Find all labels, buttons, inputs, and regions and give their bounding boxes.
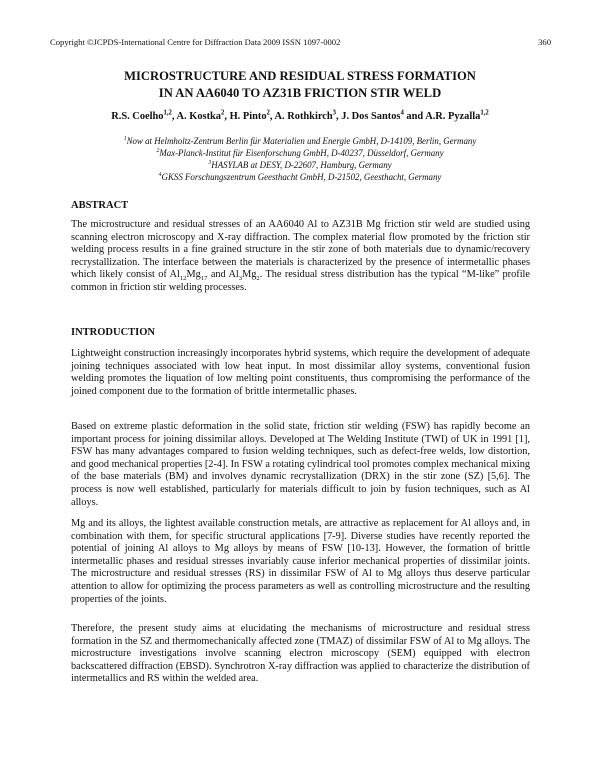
- affiliation: $^1$Now at Helmholtz-Zentrum Berlin für Materialien und Energie GmbH, D-14109, Berlin, Germany: [123, 136, 477, 146]
- author: A. Kostka$^2$,: [176, 109, 230, 122]
- author: A.R. Pyzalla$^{1,2}$: [425, 109, 489, 122]
- paper-title: [40, 68, 560, 102]
- title-line-2: IN AN AA6040 TO AZ31B FRICTION STIR WELD: [158, 86, 442, 100]
- abstract-heading: ABSTRACT: [71, 200, 129, 211]
- copyright-line: Copyright ©JCPDS-International Centre for Diffraction Data 2009 ISSN 1097-0002: [50, 37, 341, 47]
- title-line-1: MICROSTRUCTURE AND RESIDUAL STRESS FORMATION: [124, 69, 476, 83]
- affiliation: $^2$Max-Planck-Institut für Eisenforschung GmbH, D-40237, Düsseldorf, Germany: [156, 148, 444, 158]
- intro-paragraph-4: Therefore, the present study aims at elucidating the mechanisms of microstructure and residual stress formation in the SZ and thermomechanically affected zone (TMAZ) of dissimilar FSW of Al to Mg alloys. The microstructure investigations involve scanning electron microscopy (SEM) equipped with electron backscattered diffraction (EBSD). Synchrotron X-ray diffraction was applied to characterize the distribution of intermetallics and RS within the welded area.: [71, 623, 530, 685]
- abstract-paragraph: The microstructure and residual stresses of an AA6040 Al to AZ31B Mg friction stir weld are studied using scanning electron microscopy and X-ray diffraction. The complex material flow promoted by the friction stir welding process results in a fine grained structure in the stir zone of both materials due to dynamic/recovery recrystallization. The interface between the materials is characterized by the presence of intermetallic phases which likely consist of $Al_{12}Mg_{17}$ and $Al_3Mg_2$. The residual stress distribution has the typical “M-like” profile common in friction stir welding processes.: [71, 219, 530, 293]
- author: J. Dos Santos$^4$ and: [341, 109, 426, 122]
- author: R.S. Coelho$^{1,2}$,: [111, 109, 177, 122]
- author-list: [40, 111, 560, 122]
- affiliation: $^3$HASYLAB at DESY, D-22607, Hamburg, Germany: [208, 160, 392, 170]
- page-number: 360: [538, 37, 551, 47]
- introduction-heading: INTRODUCTION: [71, 327, 156, 338]
- intro-paragraph-2: Based on extreme plastic deformation in the solid state, friction stir welding (FSW) has rapidly become an important process for joining dissimilar alloys. Developed at The Welding Institute (TWI) of UK in 1991 [1], FSW has many advantages compared to fusion welding techniques, such as defect-free welds, low distortion, and good mechanical properties [2-4]. In FSW a rotating cylindrical tool promotes complex mechanical mixing of the base materials (BM) and involves dynamic recrystallization (DRX) in the stir zone (SZ) [5,6]. The process is now well established, particularly for materials difficult to join by fusion techniques, such as Al alloys.: [71, 421, 530, 508]
- author: H. Pinto$^2$,: [229, 109, 275, 122]
- author: A. Rothkirch$^3$,: [274, 109, 342, 122]
- intro-paragraph-3: Mg and its alloys, the lightest available construction metals, are attractive as replacement for Al alloys and, in combination with them, for specific structural applications [7-9]. Diverse studies have recently reported the potential of joining Al alloys to Mg alloys by means of FSW [10-13]. However, the formation of brittle intermetallic phases and residual stresses invariably cause inferior mechanical properties of dissimilar joints. The microstructure and residual stresses (RS) in dissimilar FSW of Al to Mg alloys thus deserve particular attention to allow for optimizing the process parameters as well as controlling microstructure and the resulting properties of the joints.: [71, 518, 530, 605]
- affiliation-list: [40, 135, 560, 183]
- intro-paragraph-1: Lightweight construction increasingly incorporates hybrid systems, which require the development of adequate joining techniques associated with low heat input. In most dissimilar alloy systems, conventional fusion welding promotes the liquation of low melting point constituents, thus compromising the performance of the joined component due to the formation of brittle intermetallic phases.: [71, 348, 530, 397]
- affiliation: $^4$GKSS Forschungszentrum Geesthacht GmbH, D-21502, Geesthacht, Germany: [158, 172, 442, 182]
- page-header: [50, 37, 551, 47]
